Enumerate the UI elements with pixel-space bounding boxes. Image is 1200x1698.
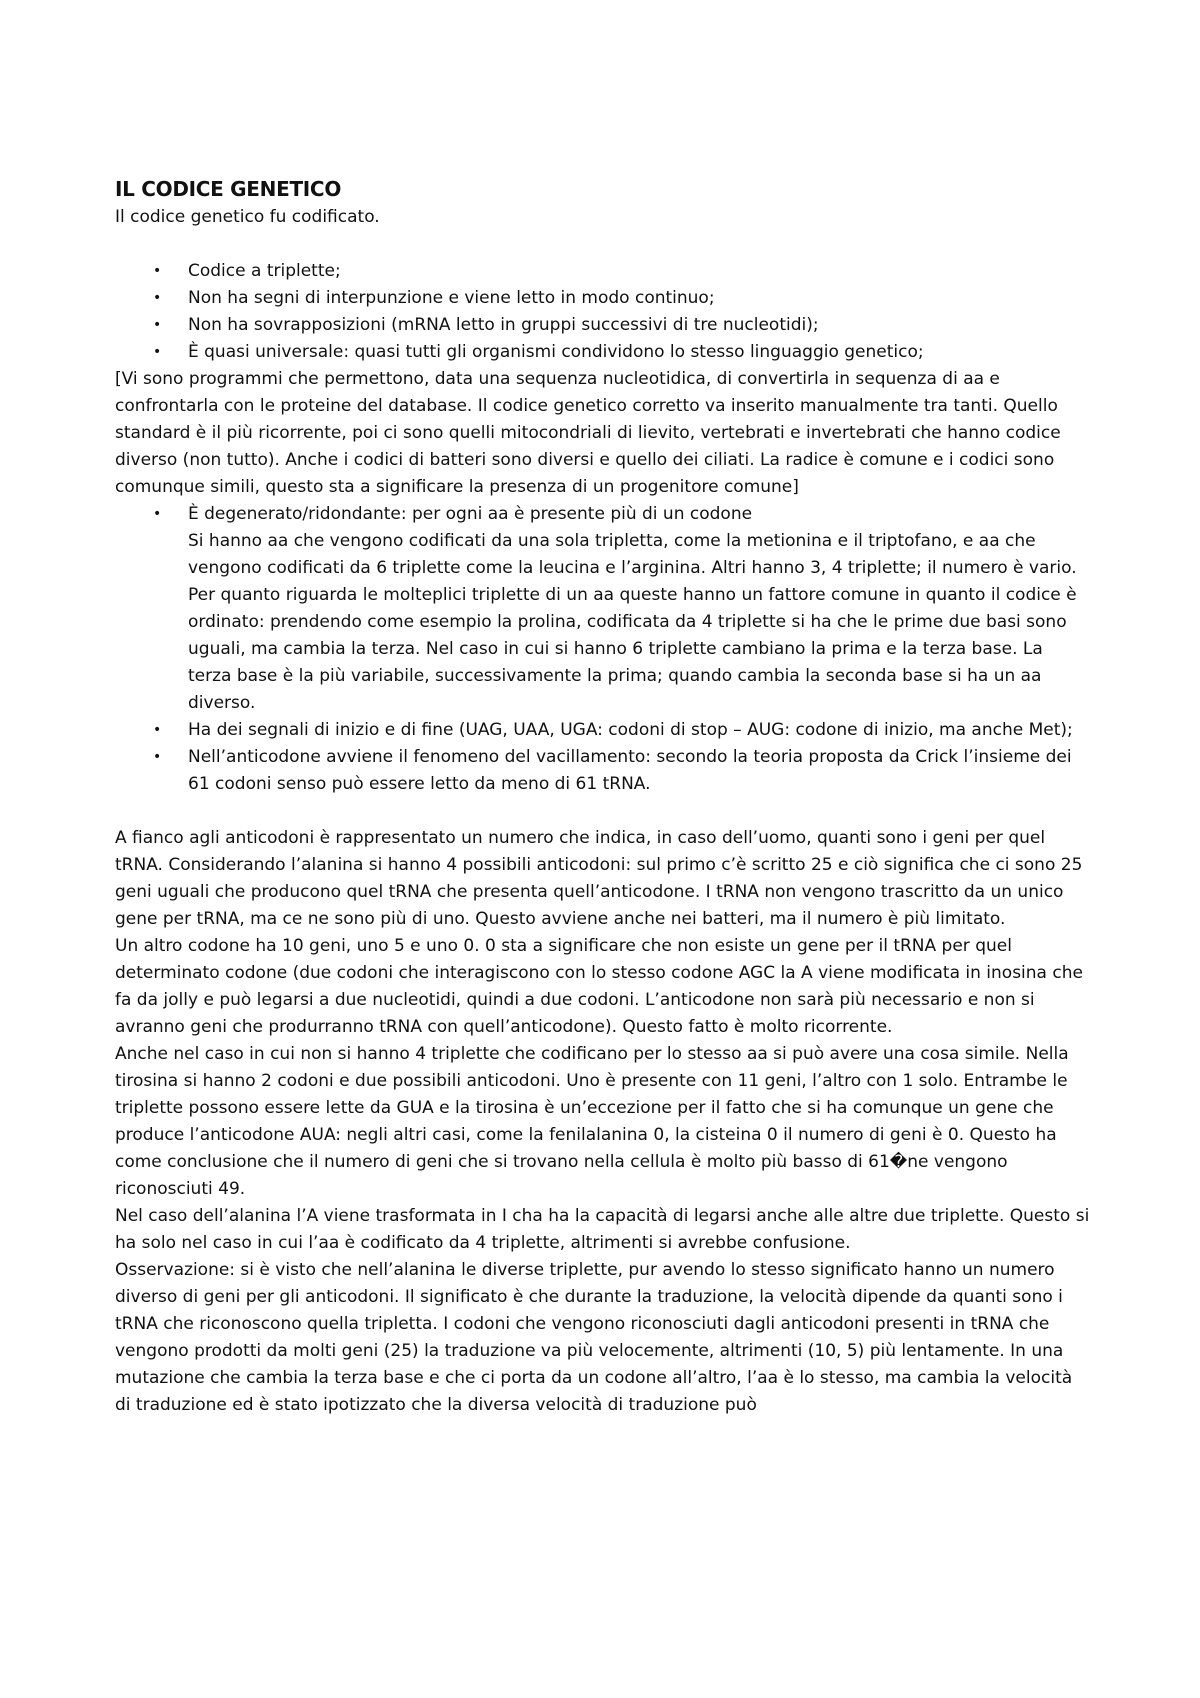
list-item — [115, 312, 1090, 339]
list-item-text: Non ha sovrapposizioni (mRNA letto in gruppi successivi di tre nucleotidi); — [188, 315, 819, 335]
bullet-icon: • — [153, 722, 162, 738]
document-body — [115, 174, 1090, 1419]
body-paragraph: Un altro codone ha 10 geni, uno 5 e uno 0. 0 sta a significare che non esiste un gene per il tRNA per quel determinato codone (due codoni che interagiscono con lo stesso codone AGC la A viene modificata in inosina che fa da jolly e può legarsi a due nucleotidi, quindi a due codoni. L’anticodone non sarà più necessario e non si avranno geni che produrranno tRNA con quell’anticodone). Questo fatto è molto ricorrente. — [115, 936, 1083, 1037]
list-item — [115, 339, 1090, 366]
bullet-icon: • — [153, 506, 162, 522]
bullet-icon: • — [153, 317, 162, 333]
list-item — [115, 258, 1090, 285]
bracket-note-paragraph: [Vi sono programmi che permettono, data una sequenza nucleotidica, di convertirla in sequenza di aa e confrontarla con le proteine del database. Il codice genetico corretto va inserito manualmente tra tanti. Quello standard è il più ricorrente, poi ci sono quelli mitocondriali di lievito, vertebrati e invertebrati che hanno codice diverso (non tutto). Anche i codici di batteri sono diversi e quello dei ciliati. La radice è comune e i codici sono comunque simili, questo sta a significare la presenza di un progenitore comune] — [115, 369, 1061, 497]
list-item-degenerate — [115, 501, 1090, 717]
bullet-icon: • — [153, 290, 162, 306]
body-paragraph: Nel caso dell’alanina l’A viene trasformata in I cha ha la capacità di legarsi anche alle altre due triplette. Questo si ha solo nel caso in cui l’aa è codificato da 4 triplette, altrimenti si avrebbe confusione. — [115, 1206, 1090, 1253]
bullet-icon: • — [153, 749, 162, 765]
properties-list-continued — [115, 501, 1090, 798]
list-item-text: Nell’anticodone avviene il fenomeno del vacillamento: secondo la teoria proposta da Crick l’insieme dei 61 codoni senso può essere letto da meno di 61 tRNA. — [188, 747, 1072, 794]
bullet-icon: • — [153, 344, 162, 360]
list-item-signals — [115, 717, 1090, 744]
list-item-text: È quasi universale: quasi tutti gli organismi condividono lo stesso linguaggio genetico; — [188, 342, 924, 362]
intro-paragraph: Il codice genetico fu codificato. — [115, 207, 380, 227]
list-item-subparagraph: Per quanto riguarda le molteplici triplette di un aa queste hanno un fattore comune in quanto il codice è ordinato: prendendo come esempio la prolina, codificata da 4 triplette si ha che le prime due basi sono uguali, ma cambia la terza. Nel caso in cui si hanno 6 triplette cambiano la prima e la terza base. La terza base è la più variabile, successivamente la prima; quando cambia la seconda base si ha un aa diverso. — [188, 585, 1077, 713]
list-item-wobble — [115, 744, 1090, 798]
list-item — [115, 285, 1090, 312]
body-paragraph: Osservazione: si è visto che nell’alanina le diverse triplette, pur avendo lo stesso significato hanno un numero diverso di geni per gli anticodoni. Il significato è che durante la traduzione, la velocità dipende da quanti sono i tRNA che riconoscono quella tripletta. I codoni che vengono riconosciuti dagli anticodoni presenti in tRNA che vengono prodotti da molti geni (25) la traduzione va più velocemente, altrimenti (10, 5) più lentamente. In una mutazione che cambia la terza base e che ci porta da un codone all’altro, l’aa è lo stesso, ma cambia la velocità di traduzione ed è stato ipotizzato che la diversa velocità di traduzione può — [115, 1260, 1073, 1415]
properties-list — [115, 258, 1090, 366]
list-item-text: È degenerato/ridondante: per ogni aa è presente più di un codone — [188, 504, 753, 524]
list-item-text: Non ha segni di interpunzione e viene letto in modo continuo; — [188, 288, 715, 308]
body-paragraph: Anche nel caso in cui non si hanno 4 triplette che codificano per lo stesso aa si può avere una cosa simile. Nella tirosina si hanno 2 codoni e due possibili anticodoni. Uno è presente con 11 geni, l’altro con 1 solo. Entrambe le triplette possono essere lette da GUA e la tirosina è un’eccezione per il fatto che si ha comunque un gene che produce l’anticodone AUA: negli altri casi, come la fenilalanina 0, la cisteina 0 il numero di geni è 0. Questo ha come conclusione che il numero di geni che si trovano nella cellula è molto più basso di 61�ne vengono riconosciuti 49. — [115, 1044, 1069, 1199]
bullet-icon: • — [153, 263, 162, 279]
document-title: IL CODICE GENETICO — [115, 177, 342, 201]
list-item-subparagraph: Si hanno aa che vengono codificati da una sola tripletta, come la metionina e il triptofano, e aa che vengono codificati da 6 triplette come la leucina e l’arginina. Altri hanno 3, 4 triplette; il numero è vario. — [188, 531, 1077, 578]
list-item-text: Codice a triplette; — [188, 261, 341, 281]
list-item-text: Ha dei segnali di inizio e di fine (UAG, UAA, UGA: codoni di stop – AUG: codone di inizio, ma anche Met); — [188, 720, 1073, 740]
body-paragraph: A fianco agli anticodoni è rappresentato un numero che indica, in caso dell’uomo, quanti sono i geni per quel tRNA. Considerando l’alanina si hanno 4 possibili anticodoni: sul primo c’è scritto 25 e ciò significa che ci sono 25 geni uguali che producono quel tRNA che presenta quell’anticodone. I tRNA non vengono trascritto da un unico gene per tRNA, ma ce ne sono più di uno. Questo avviene anche nei batteri, ma il numero è più limitato. — [115, 828, 1083, 929]
